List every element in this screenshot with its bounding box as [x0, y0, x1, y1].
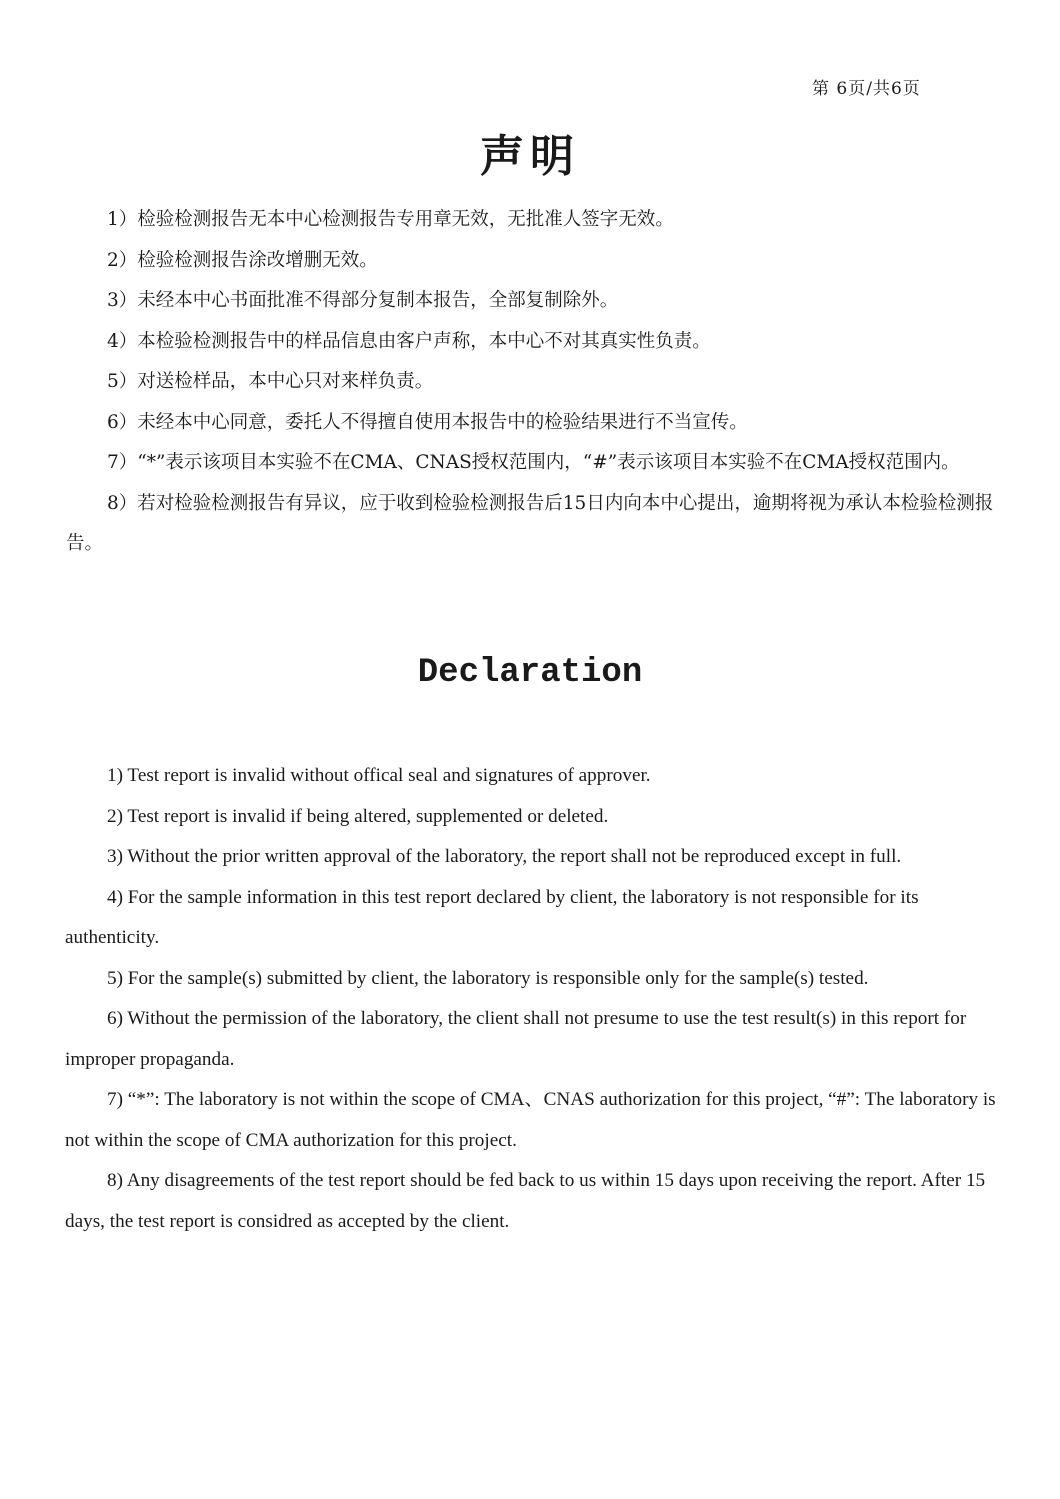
chinese-declaration-item-3: 3）未经本中心书面批准不得部分复制本报告，全部复制除外。 [107, 290, 619, 311]
chinese-declaration-item-4: 4）本检验检测报告中的样品信息由客户声称，本中心不对其真实性负责。 [107, 330, 711, 352]
chinese-declaration-list [66, 200, 998, 565]
chinese-declaration-item-2: 2）检验检测报告涂改增删无效。 [107, 249, 378, 271]
english-declaration-list [65, 756, 1000, 1242]
english-declaration-item-1: 1) Test report is invalid without offical seal and signatures of approver. [107, 765, 651, 786]
english-declaration-title: Declaration [417, 654, 643, 692]
english-declaration-item-6: 6) Without the permission of the laboratory, the client shall not presume to use the test result(s) in this report for improper propaganda. [65, 1008, 967, 1070]
english-declaration-item-4: 4) For the sample information in this test report declared by client, the laboratory is not responsible for its authenticity. [65, 886, 919, 948]
chinese-declaration-item-6: 6）未经本中心同意，委托人不得擅自使用本报告中的检验结果进行不当宣传。 [107, 411, 748, 433]
english-declaration-item-8: 8) Any disagreements of the test report should be fed back to us within 15 days upon receiving the report. After 15 days, the test report is considred as accepted by the client. [65, 1170, 986, 1232]
chinese-declaration-title: 声明 [480, 131, 580, 182]
chinese-declaration-item-1: 1）检验检测报告无本中心检测报告专用章无效，无批准人签字无效。 [107, 209, 674, 230]
english-declaration-item-5: 5) For the sample(s) submitted by client, the laboratory is responsible only for the sample(s) tested. [107, 967, 869, 989]
english-declaration-item-2: 2) Test report is invalid if being altered, supplemented or deleted. [107, 805, 609, 827]
english-declaration-item-3: 3) Without the prior written approval of the laboratory, the report shall not be reproduced except in full. [107, 846, 902, 867]
chinese-declaration-item-5: 5）对送检样品，本中心只对来样负责。 [107, 371, 434, 392]
english-declaration-item-7: 7) “*”: The laboratory is not within the scope of CMA、CNAS authorization for this project, “#”: The laboratory is not within the scope of CMA authorization for this project. [65, 1089, 996, 1151]
page-number: 第 6页/共6页 [812, 79, 921, 99]
chinese-declaration-item-7: 7）“*”表示该项目本实验不在CMA、CNAS授权范围内，“#”表示该项目本实验不在CMA授权范围内。 [107, 452, 960, 473]
chinese-declaration-item-8: 8）若对检验检测报告有异议，应于收到检验检测报告后15日内向本中心提出，逾期将视为承认本检验检测报告。 [66, 492, 994, 554]
